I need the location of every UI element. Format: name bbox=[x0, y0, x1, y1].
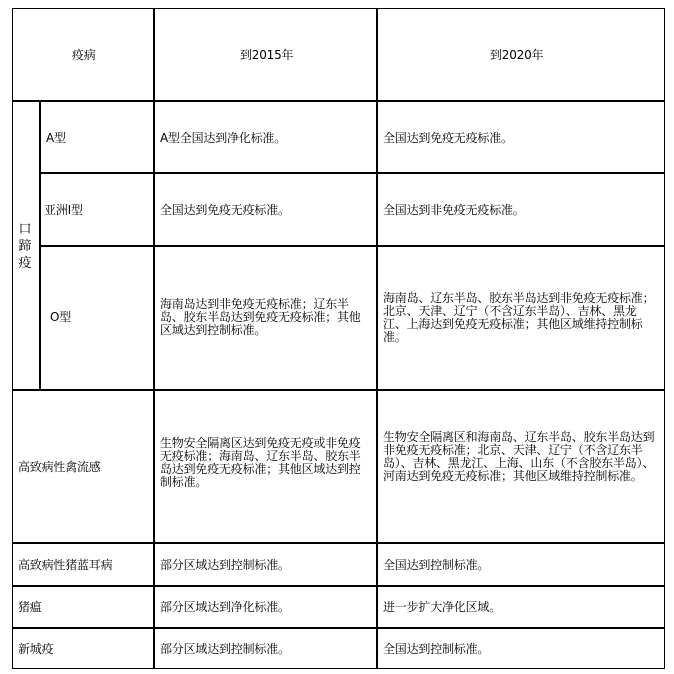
csf-2015: 部分区域达到净化标准。 bbox=[160, 600, 290, 614]
fmd-a-2020: 全国达到免疫无疫标准。 bbox=[383, 131, 513, 145]
hpai-2020: 生物安全隔离区和海南岛、辽东半岛、胶东半岛达到非免疫无疫标准；北京、天津、辽宁（不含辽东半岛）、吉林、黑龙江、上海、山东（不含胶东半岛）、河南达到免疫无疫标准；其他区域维持控制标准。 bbox=[383, 430, 655, 483]
fmd-o-type: O型 bbox=[50, 310, 72, 324]
prrs-name: 高致病性猪蓝耳病 bbox=[18, 558, 113, 572]
header-disease: 疫病 bbox=[72, 48, 96, 62]
fmd-o-2020: 海南岛、辽东半岛、胶东半岛达到非免疫无疫标准；北京、天津、辽宁（不含辽东半岛）、吉林、黑龙江、上海达到免疫无疫标准；其他区域维持控制标准。 bbox=[383, 291, 655, 344]
fmd-asia1-2015: 全国达到免疫无疫标准。 bbox=[160, 203, 290, 217]
fmd-asia1-type: 亚洲I型 bbox=[44, 203, 83, 217]
prrs-2020: 全国达到控制标准。 bbox=[383, 558, 490, 572]
nd-2015: 部分区域达到控制标准。 bbox=[160, 642, 290, 656]
header-2015: 到2015年 bbox=[240, 48, 294, 62]
fmd-asia1-2020: 全国达到非免疫无疫标准。 bbox=[383, 203, 525, 217]
fmd-o-2015: 海南岛达到非免疫无疫标准；辽东半岛、胶东半岛达到免疫无疫标准；其他区域达到控制标准。 bbox=[160, 297, 361, 337]
fmd-group-label: 口蹄疫 bbox=[18, 222, 32, 271]
csf-name: 猪瘟 bbox=[18, 600, 42, 614]
nd-name: 新城疫 bbox=[18, 642, 54, 656]
prrs-2015: 部分区域达到控制标准。 bbox=[160, 558, 290, 572]
hpai-2015: 生物安全隔离区达到免疫无疫或非免疫无疫标准；海南岛、辽东半岛、胶东半岛达到免疫无疫标准；其他区域达到控制标准。 bbox=[160, 436, 361, 489]
header-2020: 到2020年 bbox=[490, 48, 544, 62]
nd-2020: 全国达到控制标准。 bbox=[383, 642, 490, 656]
fmd-a-type: A型 bbox=[46, 131, 66, 145]
csf-2020: 进一步扩大净化区域。 bbox=[383, 600, 502, 614]
hpai-name: 高致病性禽流感 bbox=[18, 460, 101, 474]
fmd-a-2015: A型全国达到净化标准。 bbox=[160, 131, 287, 145]
